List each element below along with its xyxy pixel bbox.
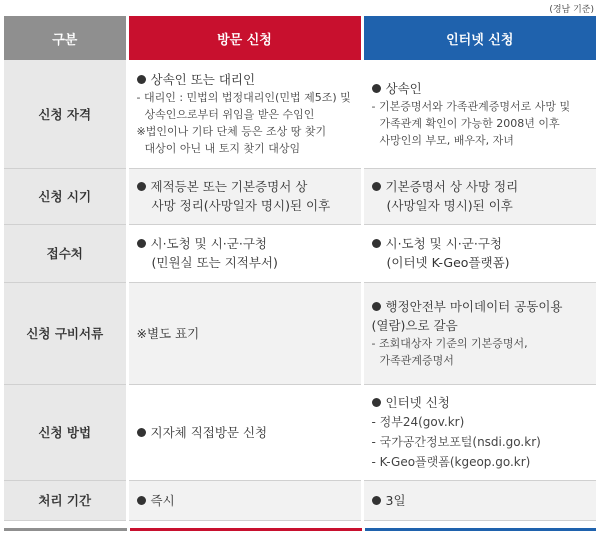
- bullet-item: 상속인 또는 대리인: [137, 70, 353, 89]
- sub-note: 대상이 아닌 내 토지 찾기 대상임: [144, 142, 301, 156]
- sub-text: - 정부24(gov.kr): [371, 414, 465, 429]
- bullet-item: 행정안전부 마이데이터 공동이용: [372, 297, 589, 316]
- cell-internet-office: [362, 224, 596, 282]
- bullet-item: 지자체 직접방문 신청: [137, 423, 353, 442]
- row-label-method: 신청 방법: [4, 384, 127, 480]
- note-text: ※별도 표기: [136, 325, 200, 341]
- sub-text: - 조회대상자 기준의 기본증명서,: [371, 337, 528, 350]
- bullet-dot-icon: [372, 239, 381, 248]
- bullet-dot-icon: [137, 496, 146, 505]
- row-label-documents: 신청 구비서류: [4, 282, 127, 384]
- row-label-office: 접수처: [4, 224, 127, 282]
- bullet-dot-icon: [372, 398, 381, 407]
- application-comparison-table: [4, 16, 596, 521]
- table-row: [4, 282, 596, 384]
- continuation-text: (열람)으로 갈음: [371, 318, 458, 333]
- bullet-dot-icon: [137, 428, 146, 437]
- sub-text: 상속인으로부터 위임을 받은 수임인: [144, 108, 315, 122]
- cell-internet-timing: [362, 168, 596, 224]
- bullet-dot-icon: [372, 496, 381, 505]
- footer-bar-category: [4, 528, 127, 531]
- bullet-dot-icon: [137, 182, 146, 191]
- row-label-timing: 신청 시기: [4, 168, 127, 224]
- table-row: [4, 168, 596, 224]
- bullet-item: 인터넷 신청: [372, 393, 589, 412]
- cell-visit-qualification: [127, 60, 362, 168]
- cell-internet-documents: [362, 282, 596, 384]
- footer-bar-visit: [130, 528, 362, 531]
- continuation-text: (민원실 또는 지적부서): [151, 255, 278, 270]
- bullet-item: 상속인: [372, 79, 589, 98]
- region-note: (경남 기준): [549, 5, 594, 15]
- cell-visit-method: [127, 384, 362, 480]
- cell-internet-qualification: [362, 60, 596, 168]
- sub-text: - 대리인 : 민법의 법정대리인(민법 제5조) 및: [136, 91, 351, 105]
- bullet-item: 시·도청 및 시·군·구청: [137, 234, 353, 253]
- bullet-dot-icon: [372, 182, 381, 191]
- bullet-item: 시·도청 및 시·군·구청: [372, 234, 589, 253]
- bullet-item: 3일: [372, 491, 589, 510]
- header-internet: 인터넷 신청: [362, 16, 596, 60]
- cell-internet-period: [362, 480, 596, 520]
- cell-visit-office: [127, 224, 362, 282]
- continuation-text: (사망일자 명시)된 이후: [386, 198, 513, 213]
- table-row: [4, 224, 596, 282]
- sub-text: 가족관계 확인이 가능한 2008년 이후: [379, 116, 560, 130]
- bullet-item: 제적등본 또는 기본증명서 상: [137, 177, 353, 196]
- continuation-text: 사망 정리(사망일자 명시)된 이후: [151, 198, 331, 213]
- table-row: [4, 480, 596, 520]
- row-label-period: 처리 기간: [4, 480, 127, 520]
- sub-note: ※법인이나 기타 단체 등은 조상 땅 찾기: [136, 125, 327, 139]
- bullet-item: 기본증명서 상 사망 정리: [372, 177, 589, 196]
- table-row: [4, 384, 596, 480]
- header-category: 구분: [4, 16, 127, 60]
- bullet-item: 즉시: [137, 491, 353, 510]
- cell-visit-period: [127, 480, 362, 520]
- bullet-dot-icon: [372, 302, 381, 311]
- bullet-dot-icon: [137, 75, 146, 84]
- sub-text: 가족관계증명서: [379, 354, 454, 367]
- table-row: [4, 60, 596, 168]
- cell-visit-documents: [127, 282, 362, 384]
- row-label-qualification: 신청 자격: [4, 60, 127, 168]
- header-visit: 방문 신청: [127, 16, 362, 60]
- header-row: [4, 16, 596, 60]
- sub-text: - 기본증명서와 가족관계증명서로 사망 및: [371, 99, 571, 113]
- cell-internet-method: [362, 384, 596, 480]
- cell-visit-timing: [127, 168, 362, 224]
- bullet-dot-icon: [372, 84, 381, 93]
- sub-text: 사망인의 부모, 배우자, 자녀: [379, 133, 514, 147]
- sub-text: - K-Geo플랫폼(kgeop.go.kr): [371, 454, 531, 469]
- continuation-text: (이터넷 K-Geo플랫폼): [386, 255, 510, 270]
- sub-text: - 국가공간정보포털(nsdi.go.kr): [371, 434, 541, 449]
- bullet-dot-icon: [137, 239, 146, 248]
- footer-bar-internet: [365, 528, 596, 531]
